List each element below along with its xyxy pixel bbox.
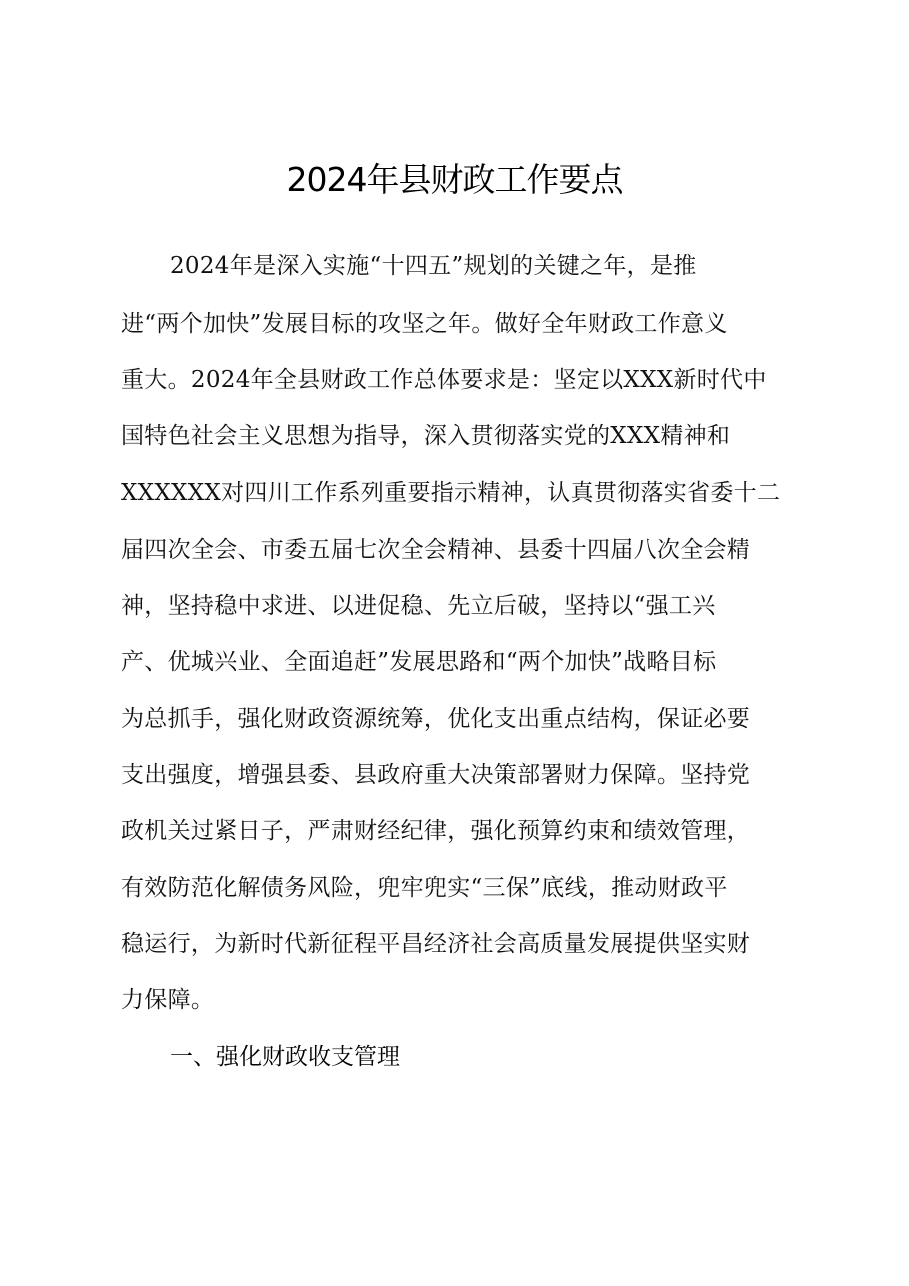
paragraph-line: 神，坚持稳中求进、以进促稳、先立后破，坚持以“强工兴 [121,593,716,619]
paragraph-line: 2024年是深入实施“十四五”规划的关键之年，是推 [170,253,697,279]
paragraph-line: 有效防范化解债务风险，兜牢兜实“三保”底线，推动财政平 [121,875,728,901]
paragraph-line: 产、优城兴业、全面追赶”发展思路和“两个加快”战略目标 [121,649,717,675]
paragraph-line: 力保障。 [121,987,215,1013]
paragraph-line: 重大。2024年全县财政工作总体要求是：坚定以XXX新时代中 [121,367,767,393]
paragraph-line: XXXXXX对四川工作系列重要指示精神，认真贯彻落实省委十二 [121,480,781,506]
paragraph-line: 届四次全会、市委五届七次全会精神、县委十四届八次全会精 [121,537,751,563]
paragraph-line: 为总抓手，强化财政资源统筹，优化支出重点结构，保证必要 [121,706,751,732]
paragraph-line: 支出强度，增强县委、县政府重大决策部署财力保障。坚持党 [121,762,751,788]
paragraph-line: 进“两个加快”发展目标的攻坚之年。做好全年财政工作意义 [121,311,728,337]
paragraph-line: 稳运行，为新时代新征程平昌经济社会高质量发展提供坚实财 [121,931,751,957]
paragraph-line: 政机关过紧日子，严肃财经纪律，强化预算约束和绩效管理， [121,818,751,844]
document-title: 2024年县财政工作要点 [286,160,623,199]
paragraph-line: 国特色社会主义思想为指导，深入贯彻落实党的XXX精神和 [121,423,731,449]
section-heading: 一、强化财政收支管理 [170,1044,400,1070]
